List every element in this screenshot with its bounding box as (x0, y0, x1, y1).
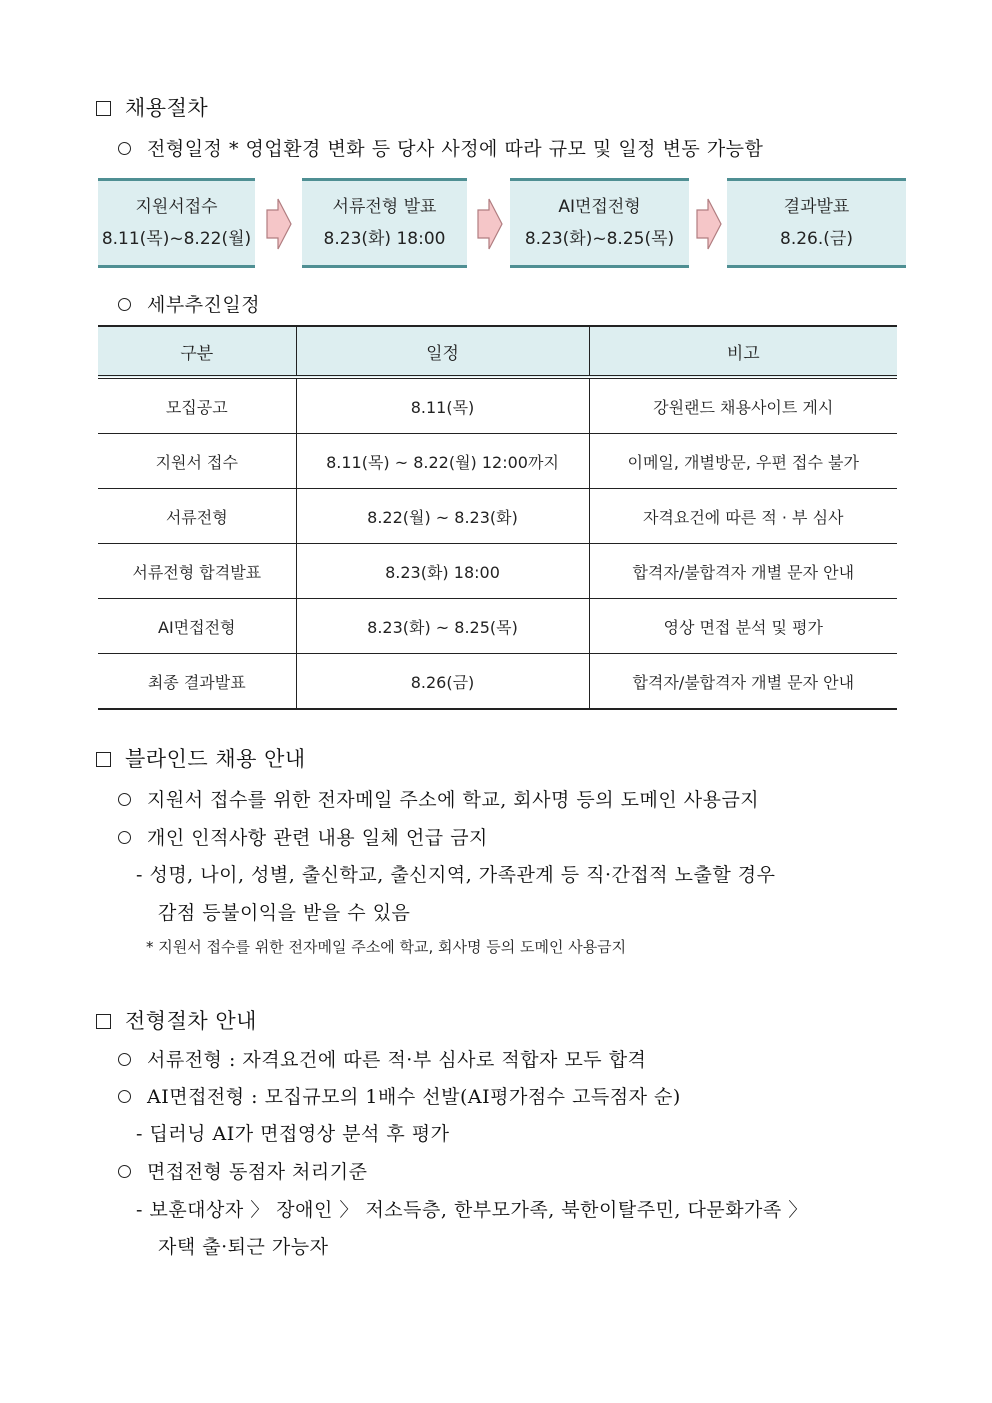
section-heading-selection-process (96, 1005, 257, 1035)
table-row (98, 654, 897, 710)
section-title: 블라인드 채용 안내 (125, 747, 306, 771)
table-row (98, 489, 897, 544)
circle-bullet-icon (118, 1165, 131, 1178)
table-row (98, 434, 897, 489)
flow-step-date: 8.26.(금) (780, 229, 853, 249)
table-cell: 자격요건에 따른 적 · 부 심사 (589, 489, 897, 544)
blind-sub-item-continued: 감점 등불이익을 받을 수 있음 (158, 902, 411, 924)
flow-step-label: AI면접전형 (558, 197, 641, 217)
table-row (98, 599, 897, 654)
table-cell: 합격자/불합격자 개별 문자 안내 (589, 544, 897, 599)
process-item-text: 면접전형 동점자 처리기준 (147, 1161, 368, 1183)
table-cell: 8.11(목) ~ 8.22(월) 12:00까지 (296, 434, 589, 489)
circle-bullet-icon (118, 793, 131, 806)
flow-step-date: 8.23(화)~8.25(목) (524, 229, 675, 249)
schedule-table (98, 325, 897, 710)
blind-item (118, 785, 759, 812)
table-cell: 8.23(화) ~ 8.25(목) (296, 599, 589, 654)
circle-bullet-icon (118, 142, 131, 155)
table-row (98, 544, 897, 599)
table-cell: 8.26(금) (296, 654, 589, 710)
process-item (118, 1045, 646, 1072)
section-title: 전형절차 안내 (125, 1009, 257, 1033)
flow-step-label: 결과발표 (783, 197, 850, 217)
table-cell: 지원서 접수 (98, 434, 296, 489)
flow-step (302, 178, 467, 268)
table-cell: 8.23(화) 18:00 (296, 544, 589, 599)
circle-bullet-icon (118, 1053, 131, 1066)
process-sub-item-continued: 자택 출·퇴근 가능자 (158, 1236, 329, 1258)
process-sub-item: - 보훈대상자 〉 장애인 〉 저소득층, 한부모가족, 북한이탈주민, 다문화가족 〉 (136, 1199, 808, 1221)
detail-schedule-title: 세부추진일정 (147, 294, 261, 316)
table-row (98, 377, 897, 434)
detail-schedule-heading (118, 290, 260, 317)
table-cell: 8.22(월) ~ 8.23(화) (296, 489, 589, 544)
process-sub-item: - 딥러닝 AI가 면접영상 분석 후 평가 (136, 1123, 450, 1145)
section-heading-hiring-procedure (96, 92, 208, 122)
table-header: 일정 (296, 326, 589, 377)
blind-item (118, 823, 488, 850)
circle-bullet-icon (118, 1090, 131, 1103)
flow-step-label: 서류전형 발표 (332, 197, 437, 217)
table-cell: 합격자/불합격자 개별 문자 안내 (589, 654, 897, 710)
circle-bullet-icon (118, 831, 131, 844)
blind-sub-item: - 성명, 나이, 성별, 출신학교, 출신지역, 가족관계 등 직·간접적 노출할 경우 (136, 864, 776, 886)
square-bullet-icon (96, 1014, 111, 1029)
section-title: 채용절차 (125, 96, 209, 120)
flow-step-label: 지원서접수 (135, 197, 218, 217)
process-item-text: AI면접전형 : 모집규모의 1배수 선발(AI평가점수 고득점자 순) (147, 1086, 681, 1108)
flow-step-date: 8.11(목)~8.22(월) (101, 229, 252, 249)
table-header: 구분 (98, 326, 296, 377)
blind-item-text: 지원서 접수를 위한 전자메일 주소에 학교, 회사명 등의 도메인 사용금지 (147, 789, 760, 811)
square-bullet-icon (96, 101, 111, 116)
schedule-line (118, 134, 763, 161)
process-item-text: 서류전형 : 자격요건에 따른 적·부 심사로 적합자 모두 합격 (147, 1049, 647, 1071)
blind-item-text: 개인 인적사항 관련 내용 일체 언급 금지 (147, 827, 488, 849)
square-bullet-icon (96, 752, 111, 767)
table-cell: 이메일, 개별방문, 우편 접수 불가 (589, 434, 897, 489)
table-cell: 서류전형 (98, 489, 296, 544)
section-heading-blind-hiring (96, 743, 306, 773)
blind-note: * 지원서 접수를 위한 전자메일 주소에 학교, 회사명 등의 도메인 사용금지 (146, 938, 627, 956)
table-cell: AI면접전형 (98, 599, 296, 654)
table-cell: 영상 면접 분석 및 평가 (589, 599, 897, 654)
process-item (118, 1082, 681, 1109)
flow-step (727, 178, 906, 268)
flow-step (98, 178, 255, 268)
table-header-row (98, 326, 897, 377)
table-cell: 모집공고 (98, 377, 296, 434)
process-item (118, 1157, 367, 1184)
table-cell: 서류전형 합격발표 (98, 544, 296, 599)
right-arrow-icon (696, 197, 722, 251)
schedule-line-text: 전형일정 * 영업환경 변화 등 당사 사정에 따라 규모 및 일정 변동 가능함 (147, 138, 764, 160)
table-cell: 강원랜드 채용사이트 게시 (589, 377, 897, 434)
table-cell: 최종 결과발표 (98, 654, 296, 710)
right-arrow-icon (477, 197, 503, 251)
flow-step (510, 178, 689, 268)
table-cell: 8.11(목) (296, 377, 589, 434)
table-header: 비고 (589, 326, 897, 377)
right-arrow-icon (266, 197, 292, 251)
circle-bullet-icon (118, 298, 131, 311)
flow-step-date: 8.23(화) 18:00 (323, 229, 446, 249)
